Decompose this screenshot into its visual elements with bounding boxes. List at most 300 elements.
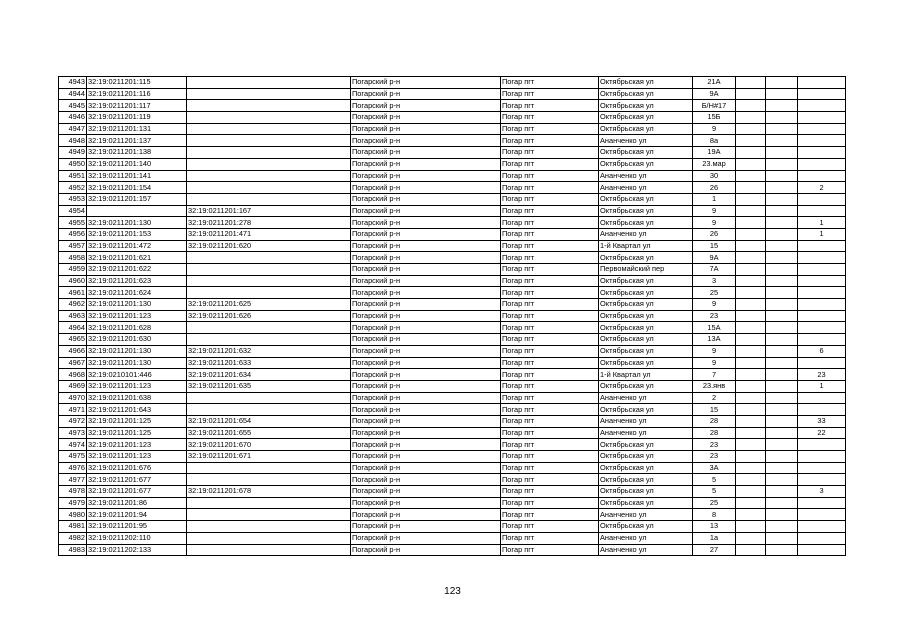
- house-number-cell: 21А: [693, 77, 736, 89]
- district-cell: Погарский р-н: [351, 462, 501, 474]
- street-cell: Октябрьская ул: [599, 158, 693, 170]
- row-number-cell: 4955: [59, 217, 87, 229]
- cadastral-number-cell: 32:19:0211201:624: [87, 287, 187, 299]
- settlement-cell: Погар пгт: [501, 217, 599, 229]
- page-number: 123: [444, 586, 461, 597]
- extra-col-2-cell: [766, 509, 798, 521]
- row-number-cell: 4979: [59, 497, 87, 509]
- table-row: [59, 521, 846, 533]
- settlement-cell: Погар пгт: [501, 474, 599, 486]
- extra-col-2-cell: [766, 380, 798, 392]
- settlement-cell: Погар пгт: [501, 521, 599, 533]
- count-cell: [798, 147, 846, 159]
- district-cell: Погарский р-н: [351, 357, 501, 369]
- settlement-cell: Погар пгт: [501, 205, 599, 217]
- house-number-cell: 23: [693, 310, 736, 322]
- parent-cadastral-number-cell: [187, 474, 351, 486]
- street-cell: Октябрьская ул: [599, 322, 693, 334]
- house-number-cell: 23.янв: [693, 380, 736, 392]
- count-cell: 1: [798, 217, 846, 229]
- table-row: [59, 228, 846, 240]
- district-cell: Погарский р-н: [351, 77, 501, 89]
- cadastral-number-cell: 32:19:0211201:677: [87, 474, 187, 486]
- count-cell: [798, 135, 846, 147]
- count-cell: 6: [798, 345, 846, 357]
- house-number-cell: 13: [693, 521, 736, 533]
- parent-cadastral-number-cell: [187, 182, 351, 194]
- street-cell: Ананченко ул: [599, 509, 693, 521]
- count-cell: 23: [798, 369, 846, 381]
- extra-col-1-cell: [736, 193, 766, 205]
- settlement-cell: Погар пгт: [501, 380, 599, 392]
- house-number-cell: 15: [693, 404, 736, 416]
- row-number-cell: 4944: [59, 88, 87, 100]
- row-number-cell: 4971: [59, 404, 87, 416]
- cadastral-number-cell: 32:19:0211201:94: [87, 509, 187, 521]
- cadastral-number-cell: 32:19:0211201:141: [87, 170, 187, 182]
- row-number-cell: 4947: [59, 123, 87, 135]
- extra-col-2-cell: [766, 88, 798, 100]
- extra-col-1-cell: [736, 415, 766, 427]
- settlement-cell: Погар пгт: [501, 158, 599, 170]
- count-cell: [798, 123, 846, 135]
- house-number-cell: 9: [693, 299, 736, 311]
- count-cell: [798, 264, 846, 276]
- settlement-cell: Погар пгт: [501, 392, 599, 404]
- parent-cadastral-number-cell: 32:19:0211201:670: [187, 439, 351, 451]
- count-cell: [798, 509, 846, 521]
- cadastral-number-cell: 32:19:0211201:123: [87, 439, 187, 451]
- house-number-cell: 26: [693, 182, 736, 194]
- extra-col-2-cell: [766, 427, 798, 439]
- table-row: [59, 147, 846, 159]
- extra-col-1-cell: [736, 462, 766, 474]
- table-row: [59, 462, 846, 474]
- extra-col-1-cell: [736, 404, 766, 416]
- district-cell: Погарский р-н: [351, 182, 501, 194]
- extra-col-2-cell: [766, 404, 798, 416]
- parent-cadastral-number-cell: [187, 170, 351, 182]
- settlement-cell: Погар пгт: [501, 170, 599, 182]
- street-cell: Октябрьская ул: [599, 275, 693, 287]
- district-cell: Погарский р-н: [351, 100, 501, 112]
- district-cell: Погарский р-н: [351, 88, 501, 100]
- street-cell: Октябрьская ул: [599, 217, 693, 229]
- settlement-cell: Погар пгт: [501, 427, 599, 439]
- cadastral-number-cell: 32:19:0211201:677: [87, 486, 187, 498]
- district-cell: Погарский р-н: [351, 123, 501, 135]
- house-number-cell: 8а: [693, 135, 736, 147]
- cadastral-number-cell: 32:19:0211201:638: [87, 392, 187, 404]
- district-cell: Погарский р-н: [351, 451, 501, 463]
- district-cell: Погарский р-н: [351, 228, 501, 240]
- parent-cadastral-number-cell: [187, 521, 351, 533]
- settlement-cell: Погар пгт: [501, 147, 599, 159]
- parent-cadastral-number-cell: [187, 77, 351, 89]
- extra-col-2-cell: [766, 158, 798, 170]
- row-number-cell: 4943: [59, 77, 87, 89]
- house-number-cell: 7: [693, 369, 736, 381]
- extra-col-2-cell: [766, 299, 798, 311]
- parent-cadastral-number-cell: 32:19:0211201:635: [187, 380, 351, 392]
- house-number-cell: 25: [693, 287, 736, 299]
- house-number-cell: 23: [693, 439, 736, 451]
- cadastral-number-cell: 32:19:0211201:95: [87, 521, 187, 533]
- house-number-cell: 25: [693, 497, 736, 509]
- table-row: [59, 135, 846, 147]
- row-number-cell: 4972: [59, 415, 87, 427]
- table-row: [59, 170, 846, 182]
- settlement-cell: Погар пгт: [501, 439, 599, 451]
- extra-col-1-cell: [736, 287, 766, 299]
- street-cell: Ананченко ул: [599, 427, 693, 439]
- street-cell: Октябрьская ул: [599, 497, 693, 509]
- house-number-cell: 9: [693, 357, 736, 369]
- street-cell: Октябрьская ул: [599, 123, 693, 135]
- house-number-cell: 1: [693, 193, 736, 205]
- row-number-cell: 4976: [59, 462, 87, 474]
- count-cell: [798, 322, 846, 334]
- district-cell: Погарский р-н: [351, 299, 501, 311]
- house-number-cell: 3А: [693, 462, 736, 474]
- extra-col-1-cell: [736, 509, 766, 521]
- row-number-cell: 4950: [59, 158, 87, 170]
- district-cell: Погарский р-н: [351, 439, 501, 451]
- table-row: [59, 182, 846, 194]
- cadastral-number-cell: 32:19:0211201:472: [87, 240, 187, 252]
- table-row: [59, 392, 846, 404]
- table-row: [59, 88, 846, 100]
- street-cell: Октябрьская ул: [599, 77, 693, 89]
- street-cell: Октябрьская ул: [599, 334, 693, 346]
- house-number-cell: 9: [693, 123, 736, 135]
- extra-col-1-cell: [736, 310, 766, 322]
- house-number-cell: 1а: [693, 532, 736, 544]
- row-number-cell: 4945: [59, 100, 87, 112]
- table-row: [59, 532, 846, 544]
- table-row: [59, 474, 846, 486]
- parent-cadastral-number-cell: 32:19:0211201:655: [187, 427, 351, 439]
- extra-col-1-cell: [736, 147, 766, 159]
- street-cell: Октябрьская ул: [599, 100, 693, 112]
- street-cell: Октябрьская ул: [599, 112, 693, 124]
- extra-col-2-cell: [766, 486, 798, 498]
- extra-col-2-cell: [766, 193, 798, 205]
- street-cell: Октябрьская ул: [599, 451, 693, 463]
- district-cell: Погарский р-н: [351, 170, 501, 182]
- street-cell: Октябрьская ул: [599, 88, 693, 100]
- extra-col-1-cell: [736, 158, 766, 170]
- count-cell: [798, 252, 846, 264]
- extra-col-2-cell: [766, 532, 798, 544]
- parent-cadastral-number-cell: [187, 147, 351, 159]
- table-row: [59, 205, 846, 217]
- house-number-cell: 23.мар: [693, 158, 736, 170]
- district-cell: Погарский р-н: [351, 415, 501, 427]
- extra-col-1-cell: [736, 544, 766, 556]
- parent-cadastral-number-cell: 32:19:0211201:633: [187, 357, 351, 369]
- row-number-cell: 4965: [59, 334, 87, 346]
- extra-col-2-cell: [766, 147, 798, 159]
- street-cell: Октябрьская ул: [599, 486, 693, 498]
- table-row: [59, 345, 846, 357]
- extra-col-2-cell: [766, 392, 798, 404]
- parent-cadastral-number-cell: [187, 287, 351, 299]
- row-number-cell: 4954: [59, 205, 87, 217]
- table-row: [59, 544, 846, 556]
- table-row: [59, 112, 846, 124]
- extra-col-1-cell: [736, 427, 766, 439]
- extra-col-2-cell: [766, 228, 798, 240]
- parent-cadastral-number-cell: [187, 158, 351, 170]
- table-row: [59, 310, 846, 322]
- district-cell: Погарский р-н: [351, 205, 501, 217]
- table-row: [59, 100, 846, 112]
- extra-col-2-cell: [766, 357, 798, 369]
- row-number-cell: 4977: [59, 474, 87, 486]
- extra-col-2-cell: [766, 112, 798, 124]
- table-row: [59, 299, 846, 311]
- district-cell: Погарский р-н: [351, 404, 501, 416]
- settlement-cell: Погар пгт: [501, 509, 599, 521]
- row-number-cell: 4968: [59, 369, 87, 381]
- street-cell: Октябрьская ул: [599, 310, 693, 322]
- table-row: [59, 264, 846, 276]
- extra-col-2-cell: [766, 439, 798, 451]
- street-cell: Ананченко ул: [599, 392, 693, 404]
- district-cell: Погарский р-н: [351, 486, 501, 498]
- parent-cadastral-number-cell: 32:19:0211201:632: [187, 345, 351, 357]
- extra-col-2-cell: [766, 100, 798, 112]
- settlement-cell: Погар пгт: [501, 88, 599, 100]
- table-body: [59, 77, 846, 556]
- count-cell: [798, 112, 846, 124]
- row-number-cell: 4978: [59, 486, 87, 498]
- extra-col-2-cell: [766, 415, 798, 427]
- parent-cadastral-number-cell: [187, 88, 351, 100]
- extra-col-1-cell: [736, 252, 766, 264]
- street-cell: Октябрьская ул: [599, 287, 693, 299]
- parent-cadastral-number-cell: [187, 497, 351, 509]
- row-number-cell: 4949: [59, 147, 87, 159]
- cadastral-number-cell: 32:19:0211201:117: [87, 100, 187, 112]
- table-row: [59, 497, 846, 509]
- district-cell: Погарский р-н: [351, 147, 501, 159]
- count-cell: [798, 100, 846, 112]
- house-number-cell: 30: [693, 170, 736, 182]
- cadastral-number-cell: 32:19:0211201:621: [87, 252, 187, 264]
- district-cell: Погарский р-н: [351, 380, 501, 392]
- cadastral-number-cell: 32:19:0211201:138: [87, 147, 187, 159]
- street-cell: Октябрьская ул: [599, 357, 693, 369]
- district-cell: Погарский р-н: [351, 240, 501, 252]
- settlement-cell: Погар пгт: [501, 532, 599, 544]
- extra-col-2-cell: [766, 205, 798, 217]
- street-cell: Ананченко ул: [599, 182, 693, 194]
- parent-cadastral-number-cell: 32:19:0211201:626: [187, 310, 351, 322]
- row-number-cell: 4948: [59, 135, 87, 147]
- parent-cadastral-number-cell: 32:19:0211201:278: [187, 217, 351, 229]
- table-row: [59, 486, 846, 498]
- row-number-cell: 4963: [59, 310, 87, 322]
- street-cell: Октябрьская ул: [599, 205, 693, 217]
- settlement-cell: Погар пгт: [501, 357, 599, 369]
- row-number-cell: 4959: [59, 264, 87, 276]
- extra-col-2-cell: [766, 170, 798, 182]
- extra-col-1-cell: [736, 228, 766, 240]
- row-number-cell: 4982: [59, 532, 87, 544]
- district-cell: Погарский р-н: [351, 497, 501, 509]
- count-cell: [798, 497, 846, 509]
- settlement-cell: Погар пгт: [501, 334, 599, 346]
- parent-cadastral-number-cell: 32:19:0211201:620: [187, 240, 351, 252]
- parent-cadastral-number-cell: [187, 334, 351, 346]
- street-cell: Октябрьская ул: [599, 252, 693, 264]
- count-cell: 3: [798, 486, 846, 498]
- extra-col-1-cell: [736, 392, 766, 404]
- count-cell: [798, 532, 846, 544]
- table-row: [59, 193, 846, 205]
- row-number-cell: 4974: [59, 439, 87, 451]
- house-number-cell: 9: [693, 345, 736, 357]
- extra-col-1-cell: [736, 345, 766, 357]
- extra-col-2-cell: [766, 217, 798, 229]
- extra-col-2-cell: [766, 123, 798, 135]
- street-cell: Октябрьская ул: [599, 299, 693, 311]
- extra-col-1-cell: [736, 100, 766, 112]
- settlement-cell: Погар пгт: [501, 310, 599, 322]
- house-number-cell: 19А: [693, 147, 736, 159]
- table-row: [59, 509, 846, 521]
- street-cell: Октябрьская ул: [599, 404, 693, 416]
- street-cell: Октябрьская ул: [599, 462, 693, 474]
- extra-col-2-cell: [766, 182, 798, 194]
- count-cell: [798, 357, 846, 369]
- extra-col-2-cell: [766, 310, 798, 322]
- street-cell: Октябрьская ул: [599, 521, 693, 533]
- district-cell: Погарский р-н: [351, 135, 501, 147]
- street-cell: Ананченко ул: [599, 170, 693, 182]
- cadastral-number-cell: 32:19:0211201:125: [87, 415, 187, 427]
- extra-col-2-cell: [766, 544, 798, 556]
- cadastral-number-cell: 32:19:0211201:676: [87, 462, 187, 474]
- extra-col-1-cell: [736, 275, 766, 287]
- cadastral-number-cell: 32:19:0211201:628: [87, 322, 187, 334]
- cadastral-number-cell: 32:19:0211201:137: [87, 135, 187, 147]
- table-row: [59, 322, 846, 334]
- street-cell: Октябрьская ул: [599, 474, 693, 486]
- extra-col-1-cell: [736, 474, 766, 486]
- settlement-cell: Погар пгт: [501, 228, 599, 240]
- extra-col-2-cell: [766, 287, 798, 299]
- house-number-cell: 8: [693, 509, 736, 521]
- settlement-cell: Погар пгт: [501, 112, 599, 124]
- parent-cadastral-number-cell: 32:19:0211201:167: [187, 205, 351, 217]
- extra-col-2-cell: [766, 240, 798, 252]
- count-cell: [798, 404, 846, 416]
- district-cell: Погарский р-н: [351, 322, 501, 334]
- district-cell: Погарский р-н: [351, 287, 501, 299]
- table-row: [59, 427, 846, 439]
- street-cell: 1-й Квартал ул: [599, 369, 693, 381]
- settlement-cell: Погар пгт: [501, 497, 599, 509]
- street-cell: Октябрьская ул: [599, 380, 693, 392]
- parent-cadastral-number-cell: [187, 112, 351, 124]
- extra-col-1-cell: [736, 439, 766, 451]
- cadastral-number-cell: 32:19:0211201:154: [87, 182, 187, 194]
- row-number-cell: 4966: [59, 345, 87, 357]
- extra-col-1-cell: [736, 170, 766, 182]
- street-cell: Октябрьская ул: [599, 147, 693, 159]
- table-row: [59, 451, 846, 463]
- district-cell: Погарский р-н: [351, 264, 501, 276]
- cadastral-number-cell: 32:19:0211201:153: [87, 228, 187, 240]
- table-row: [59, 252, 846, 264]
- house-number-cell: 15: [693, 240, 736, 252]
- row-number-cell: 4946: [59, 112, 87, 124]
- cadastral-number-cell: 32:19:0211202:133: [87, 544, 187, 556]
- extra-col-2-cell: [766, 275, 798, 287]
- parent-cadastral-number-cell: [187, 135, 351, 147]
- extra-col-2-cell: [766, 322, 798, 334]
- settlement-cell: Погар пгт: [501, 404, 599, 416]
- district-cell: Погарский р-н: [351, 509, 501, 521]
- extra-col-2-cell: [766, 474, 798, 486]
- district-cell: Погарский р-н: [351, 392, 501, 404]
- settlement-cell: Погар пгт: [501, 451, 599, 463]
- extra-col-1-cell: [736, 182, 766, 194]
- cadastral-number-cell: 32:19:0211201:115: [87, 77, 187, 89]
- street-cell: Ананченко ул: [599, 135, 693, 147]
- row-number-cell: 4953: [59, 193, 87, 205]
- house-number-cell: 15А: [693, 322, 736, 334]
- cadastral-number-cell: 32:19:0211201:623: [87, 275, 187, 287]
- house-number-cell: Б/Н#17: [693, 100, 736, 112]
- settlement-cell: Погар пгт: [501, 462, 599, 474]
- extra-col-1-cell: [736, 299, 766, 311]
- settlement-cell: Погар пгт: [501, 299, 599, 311]
- cadastral-number-cell: 32:19:0211201:130: [87, 217, 187, 229]
- house-number-cell: 26: [693, 228, 736, 240]
- settlement-cell: Погар пгт: [501, 264, 599, 276]
- count-cell: [798, 392, 846, 404]
- settlement-cell: Погар пгт: [501, 135, 599, 147]
- count-cell: [798, 334, 846, 346]
- row-number-cell: 4952: [59, 182, 87, 194]
- row-number-cell: 4957: [59, 240, 87, 252]
- count-cell: [798, 310, 846, 322]
- district-cell: Погарский р-н: [351, 158, 501, 170]
- settlement-cell: Погар пгт: [501, 77, 599, 89]
- settlement-cell: Погар пгт: [501, 486, 599, 498]
- row-number-cell: 4973: [59, 427, 87, 439]
- parent-cadastral-number-cell: [187, 322, 351, 334]
- extra-col-1-cell: [736, 240, 766, 252]
- count-cell: [798, 474, 846, 486]
- extra-col-1-cell: [736, 88, 766, 100]
- district-cell: Погарский р-н: [351, 310, 501, 322]
- count-cell: [798, 451, 846, 463]
- parent-cadastral-number-cell: [187, 100, 351, 112]
- extra-col-2-cell: [766, 369, 798, 381]
- settlement-cell: Погар пгт: [501, 252, 599, 264]
- count-cell: 1: [798, 380, 846, 392]
- parent-cadastral-number-cell: 32:19:0211201:678: [187, 486, 351, 498]
- house-number-cell: 2: [693, 392, 736, 404]
- table-row: [59, 404, 846, 416]
- row-number-cell: 4983: [59, 544, 87, 556]
- settlement-cell: Погар пгт: [501, 193, 599, 205]
